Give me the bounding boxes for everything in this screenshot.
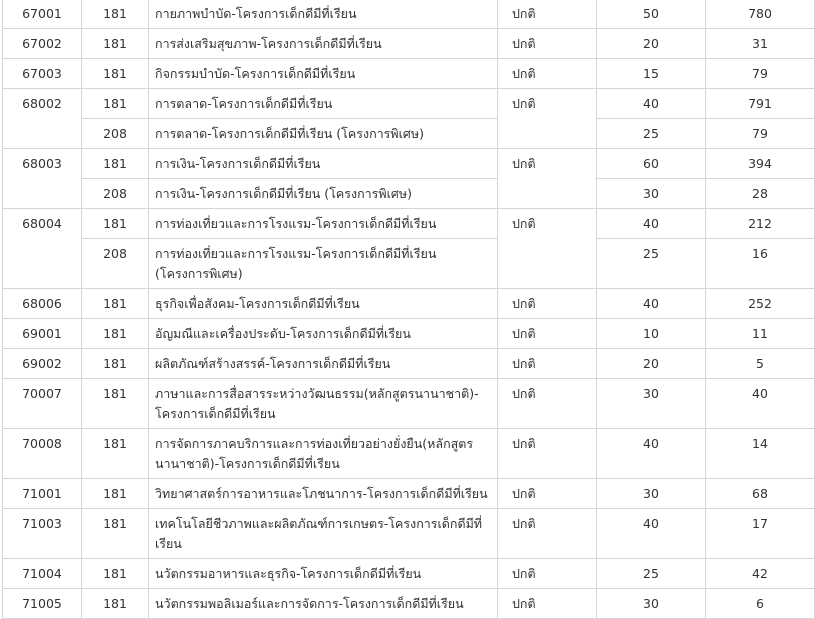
quota-cell: 40: [597, 289, 706, 319]
program-type-cell: [498, 119, 597, 149]
table-row: [3, 119, 815, 149]
program-name-cell: การตลาด-โครงการเด็กดีมีที่เรียน: [149, 89, 498, 119]
program-name-cell: นวัตกรรมพอลิเมอร์และการจัดการ-โครงการเด็กดีมีที่เรียน: [149, 589, 498, 619]
program-code-cell: 68002: [3, 89, 82, 119]
table-row: [3, 0, 815, 29]
quota-cell: 25: [597, 559, 706, 589]
applicants-cell: 212: [706, 209, 815, 239]
admission-table: [2, 0, 815, 619]
quota-cell: 20: [597, 29, 706, 59]
round-code-cell: 181: [82, 89, 149, 119]
program-code-cell: 67003: [3, 59, 82, 89]
applicants-cell: 68: [706, 479, 815, 509]
program-name-cell: การตลาด-โครงการเด็กดีมีที่เรียน (โครงการพิเศษ): [149, 119, 498, 149]
table-row: [3, 239, 815, 289]
program-name-cell: ผลิตภัณฑ์สร้างสรรค์-โครงการเด็กดีมีที่เรียน: [149, 349, 498, 379]
round-code-cell: 208: [82, 119, 149, 149]
table-row: [3, 559, 815, 589]
round-code-cell: 208: [82, 179, 149, 209]
program-code-cell: 71004: [3, 559, 82, 589]
table-row: [3, 589, 815, 619]
applicants-cell: 40: [706, 379, 815, 429]
program-code-cell: 67001: [3, 0, 82, 29]
quota-cell: 20: [597, 349, 706, 379]
program-name-cell: การจัดการภาคบริการและการท่องเที่ยวอย่างยั่งยืน(หลักสูตรนานาชาติ)-โครงการเด็กดีมีที่เรียน: [149, 429, 498, 479]
program-name-cell: เทคโนโลยีชีวภาพและผลิตภัณฑ์การเกษตร-โครงการเด็กดีมีที่เรียน: [149, 509, 498, 559]
quota-cell: 30: [597, 479, 706, 509]
program-code-cell: 71001: [3, 479, 82, 509]
program-code-cell: 68004: [3, 209, 82, 239]
program-name-cell: การท่องเที่ยวและการโรงแรม-โครงการเด็กดีมีที่เรียน: [149, 209, 498, 239]
quota-cell: 60: [597, 149, 706, 179]
round-code-cell: 181: [82, 319, 149, 349]
program-code-cell: 68006: [3, 289, 82, 319]
round-code-cell: 181: [82, 289, 149, 319]
applicants-cell: 14: [706, 429, 815, 479]
round-code-cell: 208: [82, 239, 149, 289]
program-name-cell: กายภาพบำบัด-โครงการเด็กดีมีที่เรียน: [149, 0, 498, 29]
program-code-cell: [3, 179, 82, 209]
program-name-cell: กิจกรรมบำบัด-โครงการเด็กดีมีที่เรียน: [149, 59, 498, 89]
program-type-cell: ปกติ: [498, 349, 597, 379]
round-code-cell: 181: [82, 29, 149, 59]
program-code-cell: [3, 119, 82, 149]
table-row: [3, 149, 815, 179]
applicants-cell: 6: [706, 589, 815, 619]
round-code-cell: 181: [82, 589, 149, 619]
program-type-cell: ปกติ: [498, 59, 597, 89]
table-row: [3, 429, 815, 479]
round-code-cell: 181: [82, 559, 149, 589]
program-type-cell: ปกติ: [498, 289, 597, 319]
applicants-cell: 780: [706, 0, 815, 29]
round-code-cell: 181: [82, 209, 149, 239]
program-type-cell: ปกติ: [498, 479, 597, 509]
table-body: [3, 0, 815, 619]
table-row: [3, 289, 815, 319]
program-name-cell: ภาษาและการสื่อสารระหว่างวัฒนธรรม(หลักสูตรนานาชาติ)-โครงการเด็กดีมีที่เรียน: [149, 379, 498, 429]
program-name-cell: อัญมณีและเครื่องประดับ-โครงการเด็กดีมีที่เรียน: [149, 319, 498, 349]
applicants-cell: 79: [706, 119, 815, 149]
quota-cell: 40: [597, 509, 706, 559]
round-code-cell: 181: [82, 509, 149, 559]
table-row: [3, 349, 815, 379]
applicants-cell: 16: [706, 239, 815, 289]
program-name-cell: นวัตกรรมอาหารและธุรกิจ-โครงการเด็กดีมีที่เรียน: [149, 559, 498, 589]
table-row: [3, 179, 815, 209]
quota-cell: 25: [597, 239, 706, 289]
program-code-cell: 70008: [3, 429, 82, 479]
program-type-cell: ปกติ: [498, 429, 597, 479]
quota-cell: 40: [597, 209, 706, 239]
program-name-cell: การท่องเที่ยวและการโรงแรม-โครงการเด็กดีมีที่เรียน (โครงการพิเศษ): [149, 239, 498, 289]
program-type-cell: ปกติ: [498, 509, 597, 559]
quota-cell: 15: [597, 59, 706, 89]
applicants-cell: 42: [706, 559, 815, 589]
program-type-cell: ปกติ: [498, 0, 597, 29]
program-type-cell: [498, 179, 597, 209]
round-code-cell: 181: [82, 479, 149, 509]
table-row: [3, 89, 815, 119]
table-row: [3, 59, 815, 89]
program-type-cell: ปกติ: [498, 149, 597, 179]
program-name-cell: การเงิน-โครงการเด็กดีมีที่เรียน: [149, 149, 498, 179]
applicants-cell: 394: [706, 149, 815, 179]
applicants-cell: 31: [706, 29, 815, 59]
quota-cell: 40: [597, 89, 706, 119]
quota-cell: 30: [597, 179, 706, 209]
program-code-cell: 70007: [3, 379, 82, 429]
applicants-cell: 252: [706, 289, 815, 319]
round-code-cell: 181: [82, 0, 149, 29]
table-row: [3, 209, 815, 239]
program-type-cell: [498, 239, 597, 289]
quota-cell: 40: [597, 429, 706, 479]
program-code-cell: 68003: [3, 149, 82, 179]
applicants-cell: 79: [706, 59, 815, 89]
program-type-cell: ปกติ: [498, 89, 597, 119]
applicants-cell: 791: [706, 89, 815, 119]
applicants-cell: 17: [706, 509, 815, 559]
program-name-cell: ธุรกิจเพื่อสังคม-โครงการเด็กดีมีที่เรียน: [149, 289, 498, 319]
program-type-cell: ปกติ: [498, 559, 597, 589]
applicants-cell: 5: [706, 349, 815, 379]
table-row: [3, 479, 815, 509]
program-code-cell: [3, 239, 82, 289]
program-code-cell: 69002: [3, 349, 82, 379]
round-code-cell: 181: [82, 349, 149, 379]
quota-cell: 10: [597, 319, 706, 349]
round-code-cell: 181: [82, 149, 149, 179]
applicants-cell: 11: [706, 319, 815, 349]
program-code-cell: 71005: [3, 589, 82, 619]
program-type-cell: ปกติ: [498, 379, 597, 429]
program-code-cell: 67002: [3, 29, 82, 59]
program-code-cell: 69001: [3, 319, 82, 349]
program-name-cell: การเงิน-โครงการเด็กดีมีที่เรียน (โครงการพิเศษ): [149, 179, 498, 209]
program-code-cell: 71003: [3, 509, 82, 559]
quota-cell: 30: [597, 589, 706, 619]
program-type-cell: ปกติ: [498, 209, 597, 239]
program-type-cell: ปกติ: [498, 589, 597, 619]
program-type-cell: ปกติ: [498, 319, 597, 349]
applicants-cell: 28: [706, 179, 815, 209]
table-row: [3, 509, 815, 559]
quota-cell: 30: [597, 379, 706, 429]
round-code-cell: 181: [82, 379, 149, 429]
table-row: [3, 379, 815, 429]
quota-cell: 50: [597, 0, 706, 29]
program-type-cell: ปกติ: [498, 29, 597, 59]
program-name-cell: การส่งเสริมสุขภาพ-โครงการเด็กดีมีที่เรียน: [149, 29, 498, 59]
round-code-cell: 181: [82, 429, 149, 479]
round-code-cell: 181: [82, 59, 149, 89]
table-row: [3, 319, 815, 349]
table-row: [3, 29, 815, 59]
program-name-cell: วิทยาศาสตร์การอาหารและโภชนาการ-โครงการเด็กดีมีที่เรียน: [149, 479, 498, 509]
quota-cell: 25: [597, 119, 706, 149]
